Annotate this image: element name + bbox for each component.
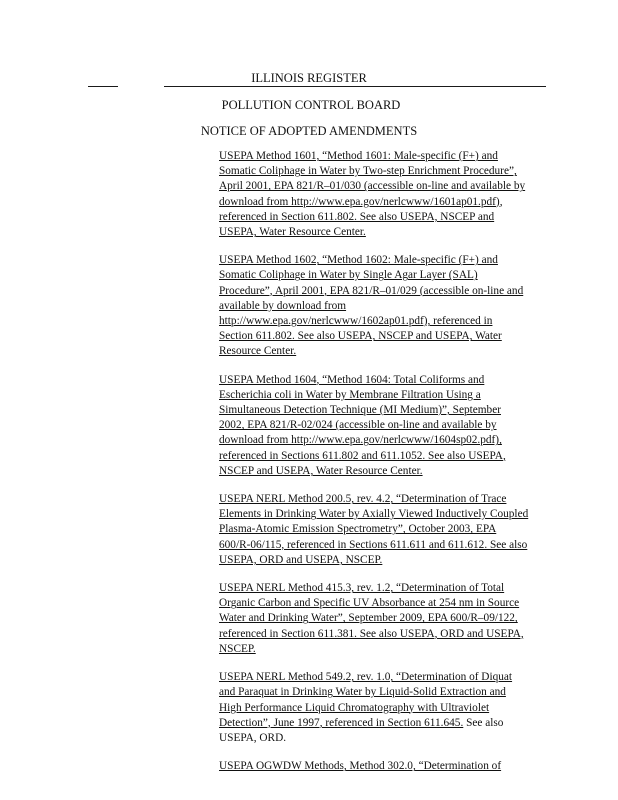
reference-entry — [219, 373, 529, 479]
entry-underlined-text: USEPA NERL Method 200.5, rev. 4.2, “Determination of Trace Elements in Drinking Water by Axially Viewed Inductively Coupled Plasma-Atomic Emission Spectrometry”, October 2003, EPA 600/R-06/115, referenced in Sections 611.611 and 611.612. See also USEPA, ORD and USEPA, NSCEP. — [219, 493, 529, 566]
header-rule-gap — [118, 85, 164, 88]
entry-underlined-text: USEPA NERL Method 415.3, rev. 1.2, “Determination of Total Organic Carbon and Specific UV Absorbance at 254 nm in Source Water and Drinking Water”, September 2009, EPA 600/R–09/122, referenced in Section 611.381. See also USEPA, ORD and USEPA, NSCEP. — [219, 582, 524, 655]
reference-entry — [219, 492, 529, 568]
board-title: POLLUTION CONTROL BOARD — [221, 98, 401, 112]
reference-entry — [219, 581, 529, 657]
entry-underlined-text: USEPA Method 1601, “Method 1601: Male-specific (F+) and Somatic Coliphage in Water by Two-step Enrichment Procedure”, April 2001, EPA 821/R–01/030 (accessible on-line and available by download from http://www.epa.gov/nerlcwww/1601ap01.pdf), referenced in Section 611.802. See also USEPA, NSCEP and USEPA, Water Resource Center. — [219, 150, 526, 239]
entry-underlined-text: USEPA OGWDW Methods, Method 302.0, “Determination of — [219, 760, 502, 773]
reference-entry — [219, 253, 529, 359]
reference-list — [219, 149, 529, 787]
header-rule — [88, 86, 546, 87]
entry-underlined-text: USEPA NERL Method 549.2, rev. 1.0, “Determination of Diquat and Paraquat in Drinking Water by Liquid-Solid Extraction and High Performance Liquid Chromatography with Ultraviolet Detection”, June 1997, referenced in Section 611.645. — [219, 671, 513, 729]
entry-underlined-text: USEPA Method 1602, “Method 1602: Male-specific (F+) and Somatic Coliphage in Water by Single Agar Layer (SAL) Procedure”, April 2001, EPA 821/R–01/029 (accessible on-line and available by download from http://www.epa.gov/nerlcwww/1602ap01.pdf), referenced in Section 611.802. See also USEPA, NSCEP and USEPA, Water Resource Center. — [219, 254, 524, 358]
reference-entry — [219, 149, 529, 240]
register-title: ILLINOIS REGISTER — [251, 71, 367, 85]
reference-entry — [219, 759, 529, 774]
entry-plain-text: See also USEPA, ORD. — [219, 716, 504, 744]
notice-title: NOTICE OF ADOPTED AMENDMENTS — [200, 124, 418, 138]
entry-underlined-text: USEPA Method 1604, “Method 1604: Total Coliforms and Escherichia coli in Water by Membrane Filtration Using a Simultaneous Detection Technique (MI Medium)”, September 2002, EPA 821/R-02/024 (accessible on-line and available by download from http://www.epa.gov/nerlcwww/1604sp02.pdf), referenced in Sections 611.802 and 611.1052. See also USEPA, NSCEP and USEPA, Water Resource Center. — [219, 373, 506, 477]
reference-entry — [219, 670, 529, 746]
